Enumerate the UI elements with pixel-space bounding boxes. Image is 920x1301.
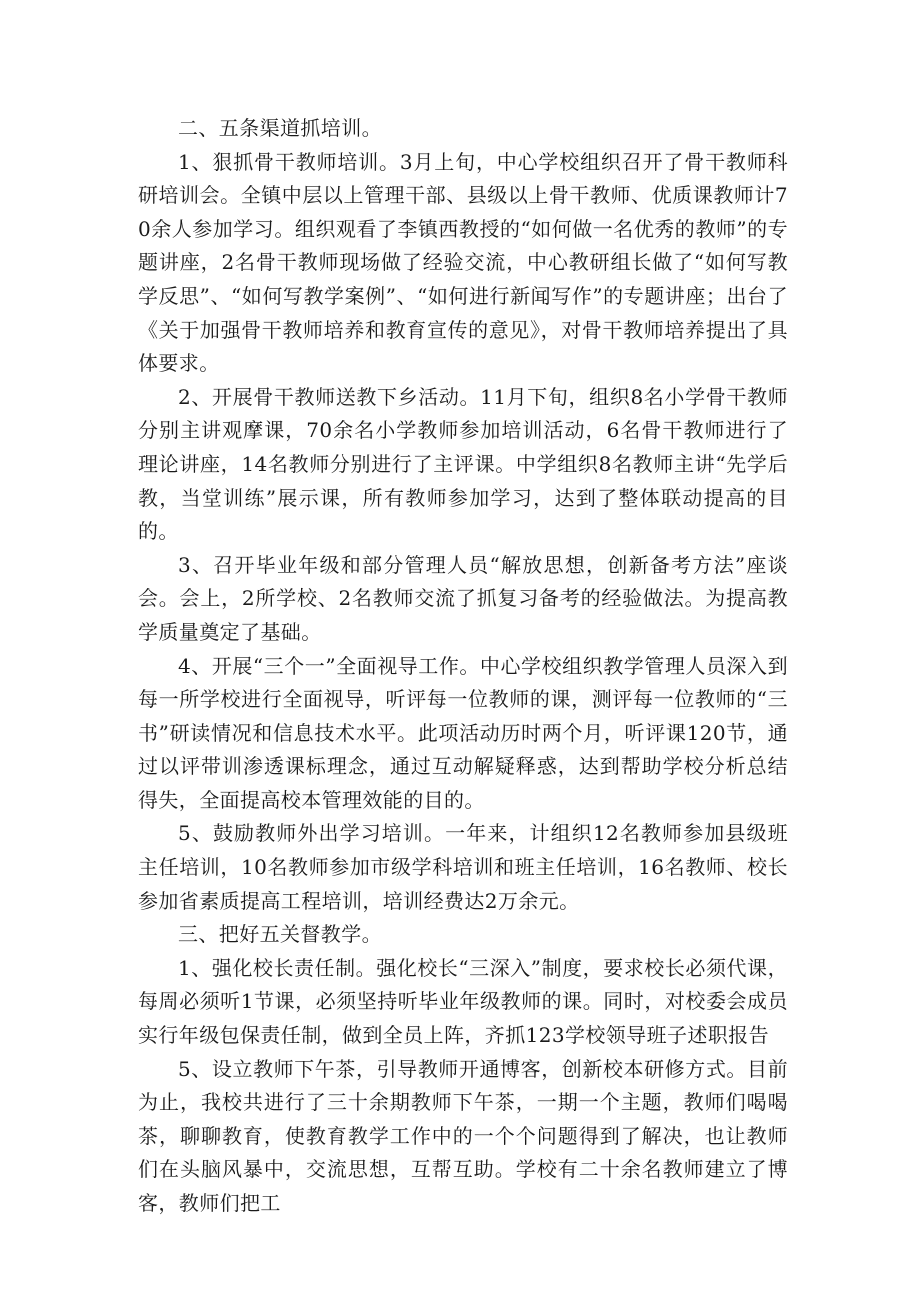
paragraph-external-training: 5、鼓励教师外出学习培训。一年来，计组织12名教师参加县级班主任培训，10名教师参加市级学科培训和班主任培训，16名教师、校长参加省素质提高工程培训，培训经费达2万余元。 xyxy=(138,821,788,913)
paragraph-backbone-teacher-training: 1、狠抓骨干教师培训。3月上旬，中心学校组织召开了骨干教师科研培训会。全镇中层以上管理干部、县级以上骨干教师、优质课教师计70余人参加学习。组织观看了李镇西教授的“如何做一名优秀的教师”的专题讲座，2名骨干教师现场做了经验交流，中心教研组长做了“如何写教学反思”、“如何写教学案例”、“如何进行新闻写作”的专题讲座；出台了《关于加强骨干教师培养和教育宣传的意见》，对骨干教师培养提出了具体要求。 xyxy=(138,149,788,376)
document-body xyxy=(138,112,788,1221)
paragraph-send-teaching-to-countryside: 2、开展骨干教师送教下乡活动。11月下旬，组织8名小学骨干教师分别主讲观摩课，70余名小学教师参加培训活动，6名骨干教师进行了理论讲座，14名教师分别进行了主评课。中学组织8名教师主讲“先学后教，当堂训练”展示课，所有教师参加学习，达到了整体联动提高的目的。 xyxy=(138,384,788,544)
section-heading-training: 二、五条渠道抓培训。 xyxy=(178,116,382,140)
paragraph-three-ones-inspection: 4、开展“三个一”全面视导工作。中心学校组织教学管理人员深入到每一所学校进行全面视导，听评每一位教师的课，测评每一位教师的“三书”研读情况和信息技术水平。此项活动历时两个月，听评课120节，通过以评带训渗透课标理念，通过互动解疑释惑，达到帮助学校分析总结得失，全面提高校本管理效能的目的。 xyxy=(138,653,788,812)
section-heading-supervision: 三、把好五关督教学。 xyxy=(178,922,382,947)
paragraph-graduation-forum: 3、召开毕业年级和部分管理人员“解放思想，创新备考方法”座谈会。会上，2所学校、2名教师交流了抓复习备考的经验做法。为提高教学质量奠定了基础。 xyxy=(138,552,788,644)
paragraph-teacher-tea-and-blogs: 5、设立教师下午茶，引导教师开通博客，创新校本研修方式。目前为止，我校共进行了三十余期教师下午茶，一期一个主题，教师们喝喝茶，聊聊教育，使教育教学工作中的一个个问题得到了解决，也让教师们在头脑风暴中，交流思想，互帮互助。学校有二十余名教师建立了博客，教师们把工 xyxy=(138,1056,788,1215)
paragraph-principal-responsibility: 1、强化校长责任制。强化校长“三深入”制度，要求校长必须代课，每周必须听1节课，必须坚持听毕业年级教师的课。同时，对校委会成员实行年级包保责任制，做到全员上阵，齐抓123学校领导班子述职报告 xyxy=(138,955,788,1048)
